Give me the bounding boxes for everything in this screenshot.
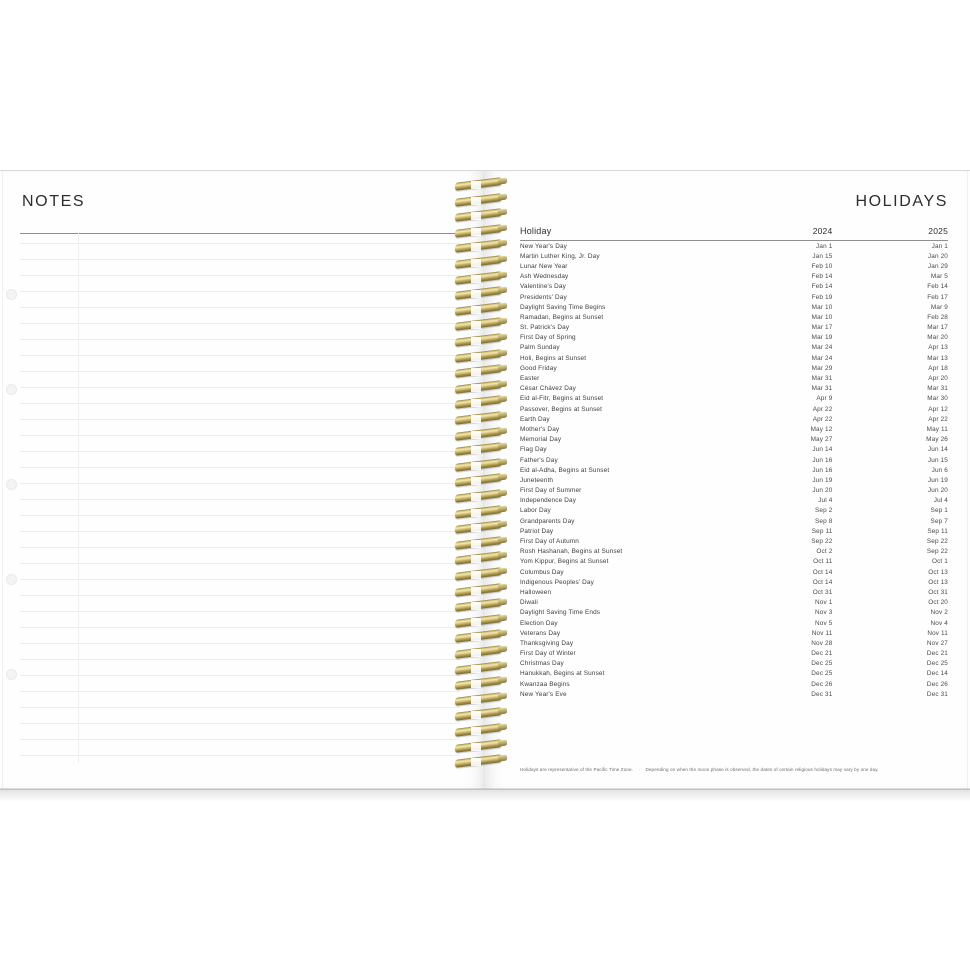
holiday-name: New Year's Eve	[520, 690, 567, 698]
table-row	[520, 628, 948, 638]
punch-hole	[6, 384, 17, 395]
holiday-date-2025: Nov 4	[930, 619, 948, 627]
holiday-date-2025: Apr 13	[928, 344, 948, 352]
holidays-table-body	[520, 241, 948, 700]
holiday-date-2024: Feb 10	[811, 262, 833, 270]
coil-gap	[471, 212, 481, 220]
notes-line	[20, 275, 460, 276]
table-row	[520, 486, 948, 496]
notes-line	[20, 515, 460, 516]
holiday-date-2025: Mar 30	[927, 395, 948, 403]
holiday-date-2024: Oct 11	[813, 558, 833, 566]
notes-line	[20, 387, 460, 388]
holiday-name: St. Patrick's Day	[520, 324, 570, 332]
holiday-date-2024: Mar 10	[811, 303, 833, 311]
notes-line	[20, 627, 460, 628]
holiday-date-2025: Jan 1	[931, 242, 948, 250]
punch-hole	[6, 289, 17, 300]
coil-gap	[471, 243, 481, 251]
table-row	[520, 343, 948, 353]
notes-page	[0, 170, 487, 790]
notes-line	[20, 435, 460, 436]
holiday-name: Flag Day	[520, 446, 547, 454]
holiday-date-2025: Jul 4	[933, 497, 948, 505]
table-row	[520, 587, 948, 597]
holiday-name: Halloween	[520, 588, 552, 596]
holiday-name: Lunar New Year	[520, 262, 568, 270]
notes-line	[20, 691, 460, 692]
coil-gap	[471, 540, 481, 548]
table-row	[520, 312, 948, 322]
holiday-date-2025: Sep 11	[927, 527, 948, 535]
holiday-date-2025: Dec 25	[926, 660, 948, 668]
coil-gap	[471, 680, 481, 688]
holiday-date-2025: Feb 28	[927, 313, 948, 321]
notes-line	[20, 659, 460, 660]
page-title-notes: NOTES	[22, 193, 86, 210]
table-row	[520, 414, 948, 424]
coil-gap	[471, 587, 481, 595]
coil-gap	[471, 321, 481, 329]
coil-gap	[471, 696, 481, 704]
holiday-date-2024: Dec 31	[811, 690, 833, 698]
holiday-date-2025: Nov 2	[930, 609, 948, 617]
notes-line	[20, 611, 460, 612]
holiday-name: Daylight Saving Time Begins	[520, 303, 606, 311]
notes-line	[20, 467, 460, 468]
table-row	[520, 536, 948, 546]
coil-gap	[471, 384, 481, 392]
notes-line	[20, 243, 460, 244]
holiday-date-2024: Oct 14	[812, 568, 833, 576]
holiday-name: Ramadan, Begins at Sunset	[520, 313, 604, 321]
page-edge-line-left	[2, 171, 3, 789]
table-row	[520, 272, 948, 282]
notes-line	[20, 643, 460, 644]
holiday-date-2024: Dec 25	[811, 660, 833, 668]
holiday-date-2024: Nov 1	[814, 599, 833, 607]
holiday-date-2024: Dec 26	[811, 680, 833, 688]
holiday-date-2025: Sep 1	[930, 507, 948, 515]
notes-line	[20, 531, 460, 532]
notes-line	[20, 563, 460, 564]
table-row	[520, 323, 948, 333]
spiral-binding	[455, 180, 515, 785]
holiday-date-2024: Feb 14	[811, 283, 833, 291]
holiday-name: First Day of Summer	[520, 487, 582, 495]
notes-line	[20, 483, 460, 484]
notes-header-rule	[20, 233, 460, 234]
holiday-name: Martin Luther King, Jr. Day	[520, 252, 600, 260]
holiday-name: Rosh Hashanah, Begins at Sunset	[520, 548, 623, 556]
table-row	[520, 241, 948, 252]
table-row	[520, 526, 948, 536]
coil-gap	[471, 228, 481, 236]
punch-hole	[6, 669, 17, 680]
holiday-name: Palm Sunday	[520, 344, 560, 352]
holiday-date-2025: Dec 31	[926, 690, 948, 698]
notes-line	[20, 499, 460, 500]
holidays-table-wrap	[520, 226, 948, 699]
coil-gap	[471, 743, 481, 751]
holiday-date-2024: Mar 24	[811, 354, 833, 362]
table-row	[520, 333, 948, 343]
holiday-date-2024: May 27	[810, 436, 833, 444]
notes-line	[20, 259, 460, 260]
coil-gap	[471, 431, 481, 439]
holidays-page	[483, 170, 970, 790]
holiday-date-2024: Jun 16	[812, 456, 833, 464]
holiday-date-2025: Sep 7	[930, 517, 948, 525]
coil-gap	[471, 602, 481, 610]
holiday-name: Daylight Saving Time Ends	[520, 609, 601, 617]
holiday-date-2025: Dec 14	[926, 670, 948, 678]
table-row	[520, 659, 948, 669]
coil-gap	[471, 337, 481, 345]
notes-line	[20, 547, 460, 548]
table-row	[520, 384, 948, 394]
holiday-date-2024: Jan 1	[816, 242, 833, 250]
table-row	[520, 638, 948, 648]
holiday-date-2025: Feb 17	[927, 293, 948, 301]
holiday-date-2024: Mar 19	[811, 334, 833, 342]
coil-gap	[471, 399, 481, 407]
table-row	[520, 261, 948, 271]
coil-gap	[471, 306, 481, 314]
holiday-date-2025: Jun 15	[927, 456, 948, 464]
coil-gap	[471, 758, 481, 766]
table-row	[520, 373, 948, 383]
holiday-date-2025: Mar 17	[927, 324, 948, 332]
column-header-2025: 2025	[928, 226, 948, 236]
notes-line	[20, 739, 460, 740]
holiday-name: Easter	[520, 375, 540, 383]
holiday-date-2025: Mar 20	[927, 334, 948, 342]
coil-gap	[471, 649, 481, 657]
holiday-date-2024: Nov 5	[814, 619, 833, 627]
holidays-table-head	[520, 226, 948, 241]
holiday-date-2025: Oct 1	[931, 558, 948, 566]
table-row	[520, 557, 948, 567]
coil-gap	[471, 524, 481, 532]
holiday-name: Presidents' Day	[520, 293, 567, 301]
table-row	[520, 363, 948, 373]
holiday-date-2024: Dec 21	[811, 650, 833, 658]
holiday-name: Good Friday	[520, 364, 557, 372]
holiday-date-2024: Jun 16	[812, 466, 833, 474]
holiday-date-2025: Feb 14	[927, 283, 948, 291]
holiday-date-2024: Mar 31	[811, 375, 833, 383]
page-edge-line-right	[967, 171, 968, 789]
table-row	[520, 435, 948, 445]
coil-gap	[471, 290, 481, 298]
holidays-footnote	[520, 767, 950, 772]
table-row	[520, 302, 948, 312]
coil-gap	[471, 197, 481, 205]
coil-gap	[471, 415, 481, 423]
holiday-name: Eid al-Fitr, Begins at Sunset	[520, 395, 604, 403]
holiday-date-2024: Sep 22	[811, 538, 833, 546]
coil-gap	[471, 711, 481, 719]
holiday-date-2024: Oct 31	[812, 588, 833, 596]
holiday-date-2025: May 26	[926, 436, 948, 444]
coil-gap	[471, 555, 481, 563]
table-row	[520, 516, 948, 526]
holiday-name: Grandparents Day	[520, 517, 575, 525]
holiday-date-2024: Apr 22	[812, 415, 833, 423]
table-row	[520, 669, 948, 679]
table-row	[520, 577, 948, 587]
holiday-date-2025: Jun 20	[927, 487, 948, 495]
holiday-date-2024: Jul 4	[818, 497, 833, 505]
page-title-holidays: HOLIDAYS	[855, 193, 948, 210]
table-row	[520, 649, 948, 659]
holiday-date-2024: Oct 14	[812, 578, 833, 586]
holiday-date-2025: Apr 12	[928, 405, 948, 413]
notes-line	[20, 595, 460, 596]
coil-gap	[471, 462, 481, 470]
holiday-date-2025: May 11	[926, 425, 948, 433]
table-row	[520, 455, 948, 465]
table-row	[520, 679, 948, 689]
coil-gap	[471, 618, 481, 626]
coil-gap	[471, 275, 481, 283]
holiday-name: Father's Day	[520, 456, 558, 464]
table-row	[520, 475, 948, 485]
holiday-date-2025: Apr 20	[928, 375, 948, 383]
holiday-name: Kwanzaa Begins	[520, 680, 570, 688]
open-planner	[0, 170, 970, 790]
holiday-date-2025: Mar 31	[927, 385, 948, 393]
coil-gap	[471, 493, 481, 501]
coil-gap	[471, 633, 481, 641]
punch-hole	[6, 574, 17, 585]
footnote-text-2: Depending on when the moon phase is observed, the dates of certain religious holidays may vary by one day.	[645, 767, 879, 772]
table-row	[520, 353, 948, 363]
page-drop-shadow	[0, 788, 970, 802]
holiday-date-2025: Apr 22	[928, 415, 948, 423]
coil-gap	[471, 727, 481, 735]
holiday-name: Holi, Begins at Sunset	[520, 354, 587, 362]
holiday-name: Patriot Day	[520, 527, 554, 535]
holiday-name: Christmas Day	[520, 660, 564, 668]
coil-gap	[471, 509, 481, 517]
holiday-date-2025: Jun 14	[927, 446, 948, 454]
holiday-date-2024: Sep 11	[811, 527, 833, 535]
holiday-date-2025: Jan 20	[927, 252, 948, 260]
coil-gap	[471, 353, 481, 361]
holiday-date-2025: Dec 21	[926, 650, 948, 658]
holiday-name: Juneteenth	[520, 476, 554, 484]
holiday-name: Indigenous Peoples' Day	[520, 578, 594, 586]
table-row	[520, 608, 948, 618]
holiday-date-2025: Oct 13	[928, 568, 948, 576]
table-row	[520, 547, 948, 557]
holiday-date-2025: Sep 22	[926, 548, 948, 556]
notes-line	[20, 675, 460, 676]
holiday-date-2025: Mar 5	[930, 273, 948, 281]
notes-line	[20, 755, 460, 756]
table-row	[520, 567, 948, 577]
table-row	[520, 506, 948, 516]
table-row	[520, 689, 948, 699]
holiday-date-2024: Sep 8	[814, 517, 833, 525]
holiday-date-2025: Mar 9	[930, 303, 948, 311]
coil-gap	[471, 259, 481, 267]
holiday-name: Veterans Day	[520, 629, 561, 637]
holiday-date-2024: Feb 14	[811, 273, 833, 281]
holiday-date-2024: Mar 31	[811, 385, 833, 393]
holiday-date-2024: Sep 2	[814, 507, 833, 515]
notes-line	[20, 403, 460, 404]
notes-line	[20, 323, 460, 324]
holiday-name: Ash Wednesday	[520, 273, 569, 281]
notes-line	[20, 451, 460, 452]
table-row	[520, 445, 948, 455]
notes-line	[20, 723, 460, 724]
table-row	[520, 404, 948, 414]
notes-ruled-lines	[20, 243, 460, 763]
holiday-name: Independence Day	[520, 497, 577, 505]
holiday-date-2024: Mar 10	[811, 313, 833, 321]
holiday-name: First Day of Winter	[520, 650, 576, 658]
holiday-name: New Year's Day	[520, 242, 568, 250]
holiday-date-2024: Apr 9	[816, 395, 833, 403]
holiday-name: Eid al-Adha, Begins at Sunset	[520, 466, 610, 474]
holiday-date-2024: Feb 19	[811, 293, 833, 301]
holiday-name: Yom Kippur, Begins at Sunset	[520, 558, 609, 566]
holiday-name: Mother's Day	[520, 425, 560, 433]
notes-line	[20, 419, 460, 420]
holiday-date-2025: Sep 22	[926, 538, 948, 546]
holiday-date-2025: Dec 26	[926, 680, 948, 688]
holiday-name: Election Day	[520, 619, 558, 627]
holiday-date-2025: Jun 19	[927, 476, 948, 484]
table-row	[520, 251, 948, 261]
notes-line	[20, 291, 460, 292]
coil-gap	[471, 181, 481, 189]
holiday-date-2024: Oct 2	[816, 548, 833, 556]
holiday-date-2024: Mar 17	[811, 324, 833, 332]
footnote-text-1: Holidays are representative of the Pacific Time Zone.	[520, 767, 634, 772]
table-row	[520, 598, 948, 608]
column-header-holiday: Holiday	[520, 226, 552, 236]
table-row	[520, 618, 948, 628]
holiday-name: First Day of Autumn	[520, 538, 579, 546]
holiday-date-2024: May 12	[810, 425, 833, 433]
holiday-date-2024: Jun 14	[812, 446, 833, 454]
column-header-2024: 2024	[812, 226, 833, 236]
holiday-date-2025: Nov 11	[927, 629, 948, 637]
holiday-date-2024: Mar 29	[811, 364, 833, 372]
holiday-date-2024: Apr 22	[812, 405, 833, 413]
holiday-date-2025: Oct 13	[928, 578, 948, 586]
table-row	[520, 496, 948, 506]
holiday-date-2024: Nov 3	[814, 609, 833, 617]
coil-gap	[471, 477, 481, 485]
holiday-date-2024: Jun 19	[812, 476, 833, 484]
holiday-date-2024: Jun 20	[812, 487, 833, 495]
holidays-table	[520, 226, 948, 699]
holiday-date-2024: Mar 24	[811, 344, 833, 352]
holiday-date-2025: Nov 27	[926, 639, 948, 647]
holiday-date-2024: Dec 25	[811, 670, 833, 678]
notes-line	[20, 355, 460, 356]
table-row	[520, 292, 948, 302]
holiday-date-2025: Jun 6	[931, 466, 948, 474]
notes-line	[20, 371, 460, 372]
holiday-name: First Day of Spring	[520, 334, 576, 342]
notes-line	[20, 579, 460, 580]
notes-line	[20, 707, 460, 708]
holiday-name: César Chávez Day	[520, 385, 577, 393]
table-row	[520, 424, 948, 434]
holiday-name: Valentine's Day	[520, 283, 566, 291]
holiday-date-2025: Apr 18	[928, 364, 948, 372]
holiday-name: Earth Day	[520, 415, 550, 423]
holiday-date-2025: Jan 29	[927, 262, 948, 270]
holiday-name: Passover, Begins at Sunset	[520, 405, 603, 413]
holiday-date-2025: Oct 20	[928, 599, 948, 607]
footnote-separator: ·	[638, 767, 641, 772]
table-row	[520, 465, 948, 475]
coil-gap	[471, 368, 481, 376]
punch-hole	[6, 479, 17, 490]
holiday-name: Labor Day	[520, 507, 551, 515]
table-row	[520, 282, 948, 292]
holiday-name: Diwali	[520, 599, 538, 607]
notes-line	[20, 307, 460, 308]
coil-gap	[471, 446, 481, 454]
holiday-name: Memorial Day	[520, 436, 562, 444]
holiday-date-2024: Nov 28	[811, 639, 833, 647]
coil-gap	[471, 665, 481, 673]
holiday-date-2025: Mar 13	[927, 354, 948, 362]
holiday-name: Columbus Day	[520, 568, 564, 576]
holiday-name: Hanukkah, Begins at Sunset	[520, 670, 605, 678]
holiday-date-2025: Oct 31	[928, 588, 948, 596]
notes-line	[20, 339, 460, 340]
holiday-date-2024: Nov 11	[811, 629, 833, 637]
holiday-name: Thanksgiving Day	[520, 639, 574, 647]
holiday-date-2024: Jan 15	[812, 252, 833, 260]
table-row	[520, 394, 948, 404]
table-header-row	[520, 226, 948, 241]
coil-gap	[471, 571, 481, 579]
